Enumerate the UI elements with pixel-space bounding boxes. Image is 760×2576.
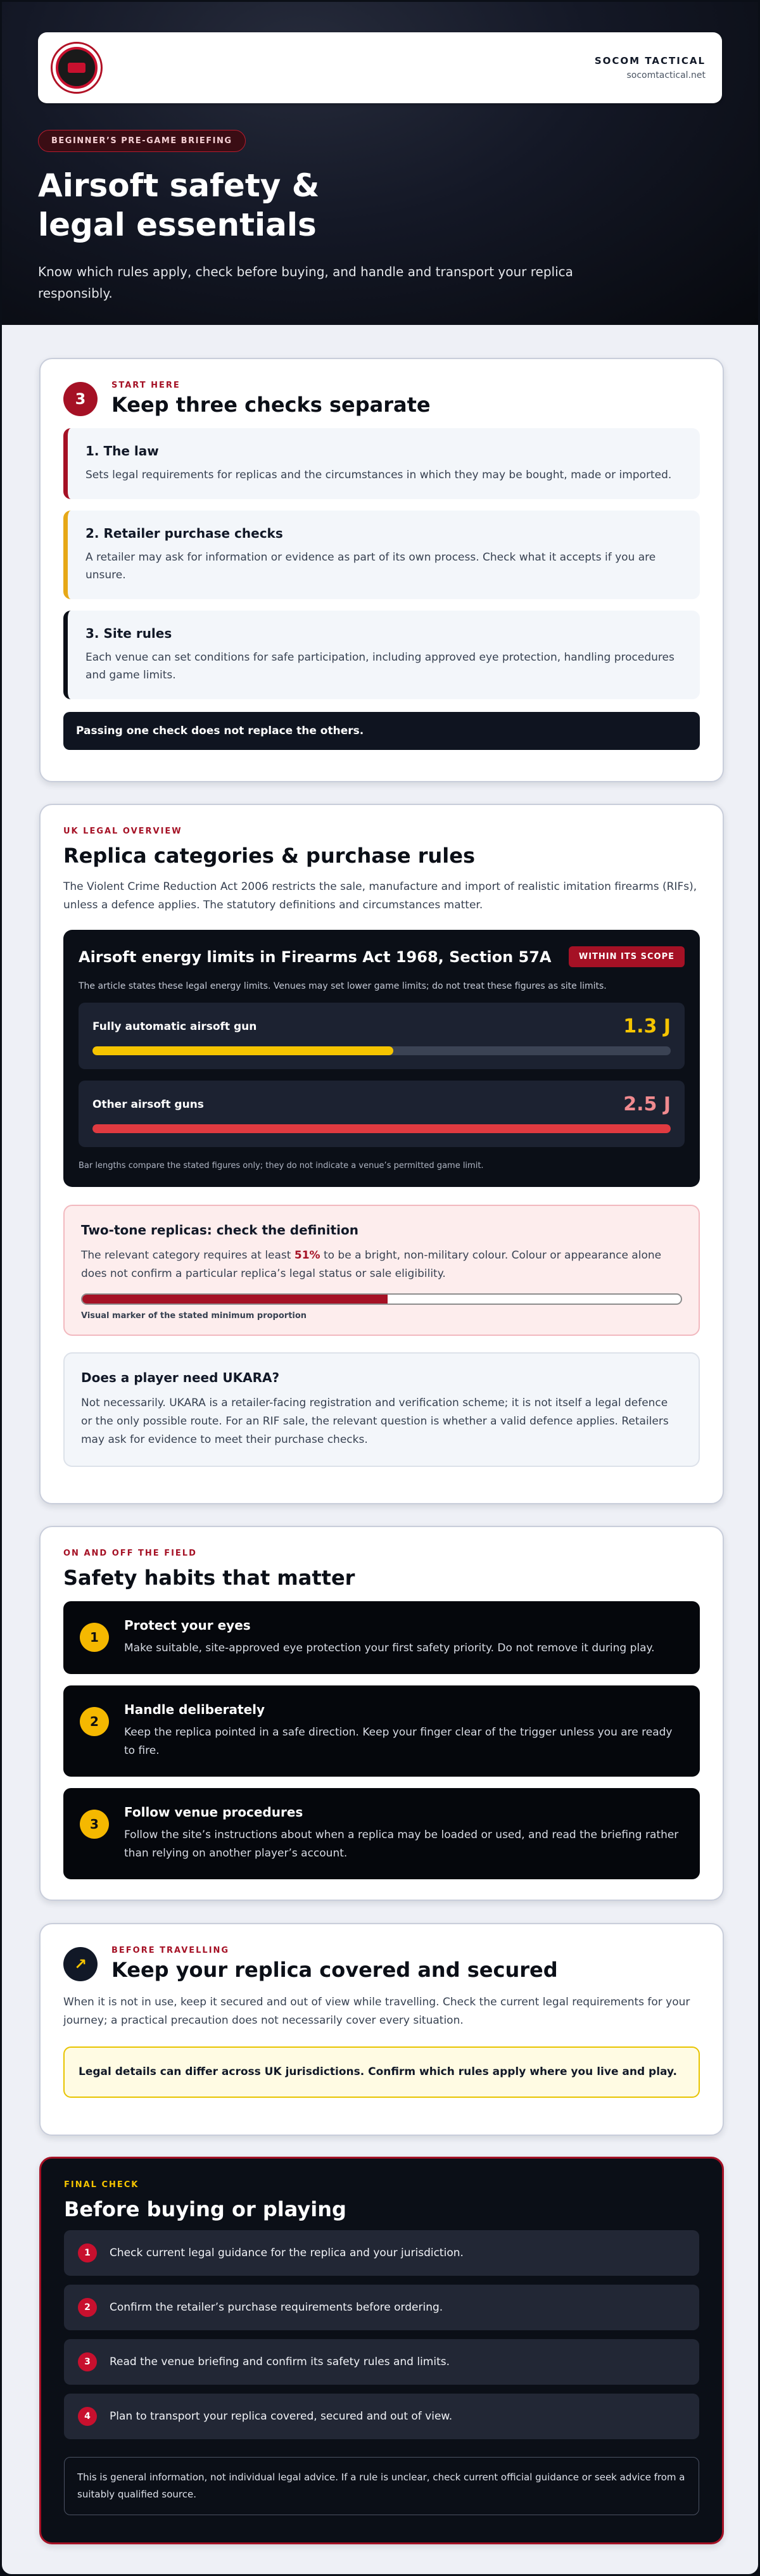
check-item-text: A retailer may ask for information or evidence as part of its own process. Check what it accepts if you are unsure. bbox=[86, 551, 656, 581]
disclaimer: This is general information, not individual legal advice. If a rule is unclear, check current official guidance or seek advice from a suitably qualified source. bbox=[64, 2457, 699, 2515]
energy-meters bbox=[79, 1003, 685, 1147]
energy-meter-fill bbox=[92, 1046, 393, 1055]
final-checklist-item bbox=[64, 2285, 699, 2330]
final-checklist bbox=[64, 2230, 699, 2439]
two-tone-text bbox=[81, 1247, 682, 1283]
safety-eyebrow: ON AND OFF THE FIELD bbox=[63, 1549, 197, 1558]
check-item-text: Each venue can set conditions for safe participation, including approved eye protection, handling procedures and game limits. bbox=[86, 651, 674, 682]
legal-eyebrow: UK LEGAL OVERVIEW bbox=[63, 827, 182, 836]
scope-badge: WITHIN ITS SCOPE bbox=[569, 946, 685, 967]
final-item-text: Confirm the retailer’s purchase requirements before ordering. bbox=[110, 2301, 443, 2314]
page-title bbox=[38, 166, 722, 244]
two-tone-fill bbox=[82, 1295, 388, 1304]
energy-meter bbox=[79, 1003, 685, 1069]
habit-item bbox=[63, 1685, 700, 1777]
final-item-number: 2 bbox=[78, 2298, 97, 2317]
final-item-number: 3 bbox=[78, 2352, 97, 2371]
habit-title: Follow venue procedures bbox=[124, 1805, 303, 1820]
checks-card bbox=[39, 358, 724, 782]
checks-list bbox=[63, 428, 700, 699]
final-check-card bbox=[39, 2157, 724, 2544]
energy-title: Airsoft energy limits in Firearms Act 1968, Section 57A bbox=[79, 948, 552, 966]
legal-card bbox=[39, 804, 724, 1504]
check-item-title: 1. The law bbox=[86, 443, 159, 459]
energy-footnote: Bar lengths compare the stated figures only; they do not indicate a venue’s permitted game limit. bbox=[79, 1161, 484, 1171]
two-tone-text-end: to be a bright, non-military colour. Colour or appearance alone does not confirm a particular replica’s legal status or sale eligibility. bbox=[81, 1249, 662, 1280]
final-item-text: Read the venue briefing and confirm its safety rules and limits. bbox=[110, 2356, 450, 2368]
final-item-number: 1 bbox=[78, 2243, 97, 2262]
hero bbox=[2, 2, 758, 325]
energy-meter-track bbox=[92, 1124, 671, 1133]
ukara-text: Not necessarily. UKARA is a retailer-facing registration and verification scheme; it is not itself a legal defence or the only possible route. For an RIF sale, the relevant question is whether a valid defence applies. Retailers may ask for evidence to meet their purchase checks. bbox=[81, 1397, 669, 1446]
safety-title: Safety habits that matter bbox=[63, 1566, 355, 1590]
energy-meter-fill bbox=[92, 1124, 671, 1133]
brand-url[interactable]: socomtactical.net bbox=[626, 70, 706, 80]
two-tone-title: Two-tone replicas: check the definition bbox=[81, 1222, 358, 1238]
two-tone-track bbox=[81, 1293, 682, 1305]
checks-count-badge: 3 bbox=[63, 382, 98, 416]
energy-meter-row bbox=[92, 1093, 671, 1115]
checks-eyebrow: START HERE bbox=[111, 381, 180, 390]
habit-title: Protect your eyes bbox=[124, 1618, 251, 1633]
check-item-text: Sets legal requirements for replicas and the circumstances in which they may be bought, made or imported. bbox=[86, 469, 672, 481]
legal-lead: The Violent Crime Reduction Act 2006 restricts the sale, manufacture and import of realistic imitation firearms (RIFs), unless a defence applies. The statutory definitions and circumstances matter. bbox=[63, 880, 697, 911]
checks-banner: Passing one check does not replace the others. bbox=[63, 712, 700, 750]
habit-text: Follow the site’s instructions about when a replica may be loaded or used, and read the briefing rather than relying on another player’s account. bbox=[124, 1829, 679, 1860]
hero-subtitle: Know which rules apply, check before buying, and handle and transport your replica responsibly. bbox=[38, 264, 573, 301]
jurisdiction-warning: Legal details can differ across UK jurisdictions. Confirm which rules apply where you live and play. bbox=[63, 2046, 700, 2098]
final-item-number: 4 bbox=[78, 2407, 97, 2426]
safety-card bbox=[39, 1526, 724, 1901]
checks-header bbox=[63, 381, 700, 417]
two-tone-caption: Visual marker of the stated minimum proportion bbox=[81, 1311, 307, 1321]
check-item-title: 3. Site rules bbox=[86, 626, 172, 641]
energy-note: The article states these legal energy limits. Venues may set lower game limits; do not treat these figures as site limits. bbox=[79, 981, 607, 991]
socom-tactical-logo[interactable] bbox=[51, 42, 103, 94]
energy-meter-value: 2.5 J bbox=[623, 1093, 671, 1115]
habit-number-badge: 1 bbox=[80, 1623, 109, 1652]
energy-limits-panel bbox=[63, 930, 700, 1187]
checks-title: Keep three checks separate bbox=[111, 393, 431, 417]
check-item bbox=[63, 511, 700, 599]
page-title-line-1: Airsoft safety & bbox=[38, 167, 320, 204]
habit-text: Keep the replica pointed in a safe direction. Keep your finger clear of the trigger unless you are ready to fire. bbox=[124, 1726, 673, 1757]
briefing-pill: BEGINNER’S PRE-GAME BRIEFING bbox=[38, 130, 246, 152]
check-item-title: 2. Retailer purchase checks bbox=[86, 526, 283, 541]
final-item-text: Check current legal guidance for the replica and your jurisdiction. bbox=[110, 2247, 464, 2259]
travel-card bbox=[39, 1923, 724, 2136]
final-checklist-item bbox=[64, 2394, 699, 2439]
habit-number-badge: 3 bbox=[80, 1810, 109, 1839]
habit-item bbox=[63, 1601, 700, 1674]
travel-title: Keep your replica covered and secured bbox=[111, 1958, 558, 1982]
habits-list bbox=[63, 1601, 700, 1879]
final-title: Before buying or playing bbox=[64, 2197, 346, 2221]
page-title-line-2: legal essentials bbox=[38, 206, 317, 243]
logo-emblem-icon bbox=[56, 47, 98, 89]
legal-title: Replica categories & purchase rules bbox=[63, 844, 476, 868]
travel-eyebrow: BEFORE TRAVELLING bbox=[111, 1946, 230, 1955]
final-checklist-item bbox=[64, 2339, 699, 2385]
brand-bar bbox=[38, 32, 722, 103]
habit-body bbox=[124, 1702, 683, 1760]
habit-item bbox=[63, 1788, 700, 1879]
habit-number-badge: 2 bbox=[80, 1707, 109, 1736]
energy-meter bbox=[79, 1081, 685, 1147]
habit-body bbox=[124, 1618, 655, 1658]
ukara-panel bbox=[63, 1352, 700, 1467]
energy-meter-row bbox=[92, 1015, 671, 1037]
energy-meter-track bbox=[92, 1046, 671, 1055]
check-item bbox=[63, 428, 700, 499]
two-tone-panel bbox=[63, 1205, 700, 1336]
ukara-title: Does a player need UKARA? bbox=[81, 1370, 280, 1385]
brand-info bbox=[595, 55, 706, 80]
travel-header bbox=[63, 1946, 700, 1982]
energy-meter-label: Other airsoft guns bbox=[92, 1098, 204, 1111]
habit-title: Handle deliberately bbox=[124, 1702, 265, 1717]
habit-body bbox=[124, 1805, 683, 1863]
energy-meter-label: Fully automatic airsoft gun bbox=[92, 1020, 257, 1033]
final-checklist-item bbox=[64, 2230, 699, 2276]
energy-meter-value: 1.3 J bbox=[623, 1015, 671, 1037]
final-item-text: Plan to transport your replica covered, secured and out of view. bbox=[110, 2410, 453, 2423]
final-eyebrow: FINAL CHECK bbox=[64, 2180, 139, 2190]
habit-text: Make suitable, site-approved eye protection your first safety priority. Do not remove it during play. bbox=[124, 1642, 655, 1654]
two-tone-percent: 51% bbox=[294, 1249, 320, 1262]
arrow-up-right-icon: ↗ bbox=[63, 1947, 98, 1981]
travel-text: When it is not in use, keep it secured and out of view while travelling. Check the current legal requirements for your journey; a practical precaution does not necessarily cover every situation. bbox=[63, 1996, 690, 2027]
two-tone-text-start: The relevant category requires at least bbox=[81, 1249, 294, 1262]
brand-name: SOCOM TACTICAL bbox=[594, 55, 706, 67]
check-item bbox=[63, 611, 700, 699]
